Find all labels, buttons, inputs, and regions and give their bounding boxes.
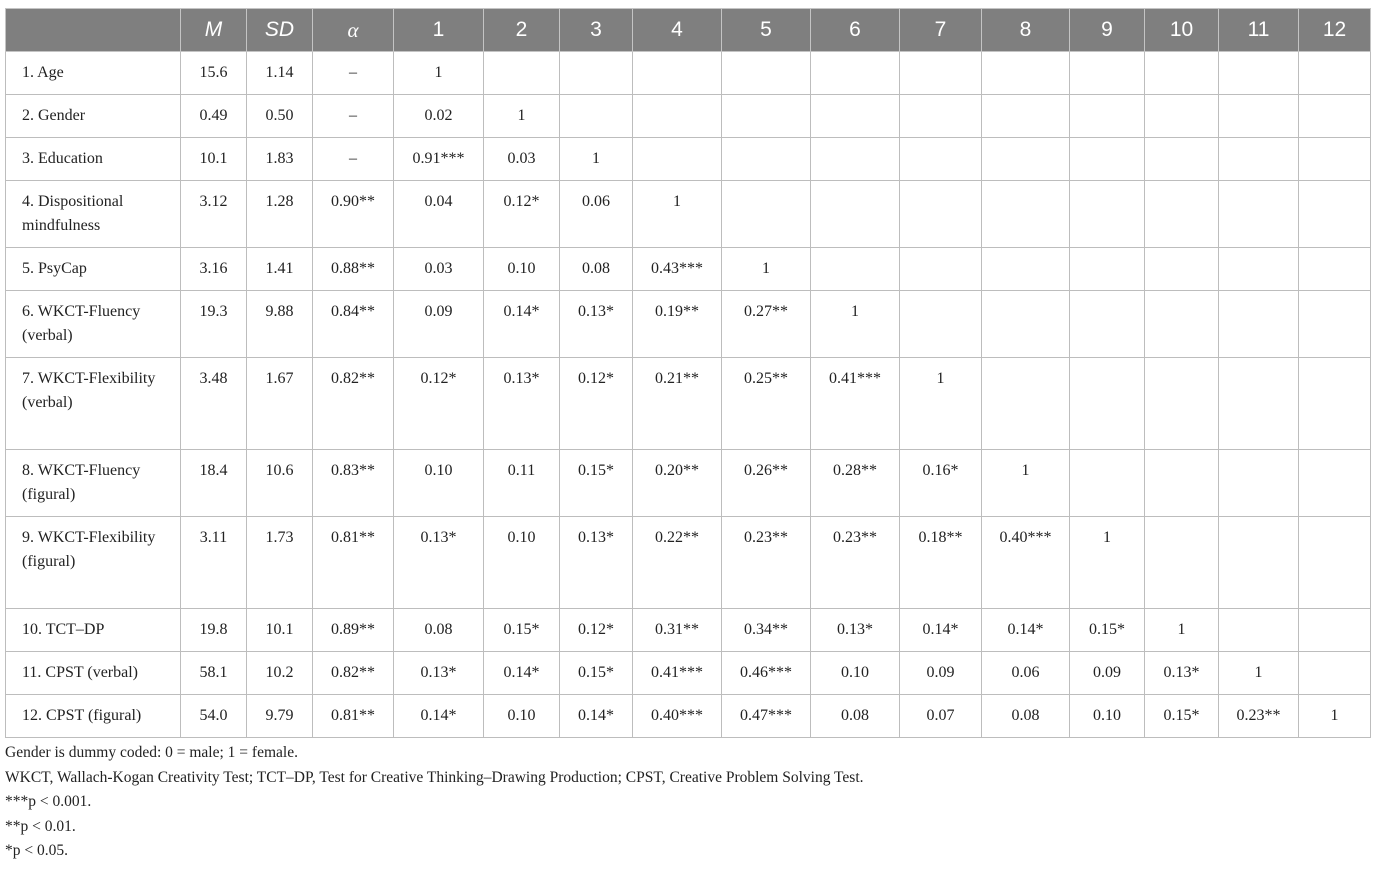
table-cell: 11. CPST (verbal) [6,652,181,695]
table-header-row [6,9,1371,52]
table-cell [1070,95,1145,138]
table-cell [982,181,1070,248]
table-cell: 0.84** [313,291,394,358]
table-row [6,291,1371,358]
table-cell [1070,450,1145,517]
table-cell [1299,517,1371,609]
table-cell: 0.03 [484,138,560,181]
correlation-table [5,8,1371,738]
table-cell: 0.82** [313,358,394,450]
table-cell: 0.40*** [982,517,1070,609]
table-row [6,95,1371,138]
table-cell: 0.10 [484,695,560,738]
table-cell: 1 [900,358,982,450]
table-cell: 0.47*** [722,695,811,738]
table-row [6,609,1371,652]
table-cell [811,181,900,248]
table-cell [1219,517,1299,609]
table-cell: 0.34** [722,609,811,652]
table-cell: 1 [633,181,722,248]
table-cell: 1 [394,52,484,95]
table-cell [811,138,900,181]
table-cell [1145,138,1219,181]
table-cell [1070,358,1145,450]
table-cell: 0.12* [560,609,633,652]
table-cell: 3.11 [181,517,247,609]
table-row [6,52,1371,95]
table-cell [982,248,1070,291]
table-cell: 0.81** [313,517,394,609]
table-cell: 0.41*** [633,652,722,695]
table-cell: 0.22** [633,517,722,609]
table-row [6,181,1371,248]
table-cell: 0.88** [313,248,394,291]
table-cell: – [313,138,394,181]
table-cell: 3.16 [181,248,247,291]
table-cell: 0.14* [394,695,484,738]
table-cell: 0.15* [560,652,633,695]
table-cell [1219,450,1299,517]
table-cell: 0.13* [484,358,560,450]
table-cell [1145,291,1219,358]
table-cell: 1 [1145,609,1219,652]
table-cell [633,52,722,95]
table-cell [900,248,982,291]
table-cell: 0.49 [181,95,247,138]
table-cell: 1.83 [247,138,313,181]
table-cell [722,181,811,248]
table-cell: 0.14* [982,609,1070,652]
table-cell [1070,248,1145,291]
table-cell: 1 [560,138,633,181]
table-cell: 9.88 [247,291,313,358]
table-cell: 0.20** [633,450,722,517]
table-cell: 0.16* [900,450,982,517]
table-cell: – [313,52,394,95]
table-cell: 3.12 [181,181,247,248]
table-cell: 0.23** [811,517,900,609]
table-row [6,695,1371,738]
table-cell [1070,181,1145,248]
table-cell [1219,95,1299,138]
table-cell [1299,248,1371,291]
table-cell [1219,248,1299,291]
table-cell [1299,95,1371,138]
table-cell: 19.3 [181,291,247,358]
header-cell: α [313,9,394,52]
header-cell: 9 [1070,9,1145,52]
header-cell: 12 [1299,9,1371,52]
table-cell: 12. CPST (figural) [6,695,181,738]
table-cell [900,52,982,95]
table-cell: 1 [1070,517,1145,609]
table-cell [982,138,1070,181]
table-cell: 0.10 [484,248,560,291]
table-cell [900,291,982,358]
table-cell [811,95,900,138]
table-cell: 0.09 [394,291,484,358]
header-cell: M [181,9,247,52]
table-cell: 0.26** [722,450,811,517]
table-cell: 0.14* [900,609,982,652]
table-cell [560,52,633,95]
table-cell [1145,181,1219,248]
table-cell [1299,450,1371,517]
table-cell: 3. Education [6,138,181,181]
header-cell: 1 [394,9,484,52]
table-cell: 1 [811,291,900,358]
table-cell: 0.40*** [633,695,722,738]
table-cell: 4. Dispositional mindfulness [6,181,181,248]
header-cell: 3 [560,9,633,52]
table-cell: 3.48 [181,358,247,450]
table-cell: 0.50 [247,95,313,138]
table-cell: 0.10 [484,517,560,609]
table-cell: 0.91*** [394,138,484,181]
table-cell: 1 [982,450,1070,517]
table-cell [1219,52,1299,95]
table-cell: 7. WKCT-Flexibility (verbal) [6,358,181,450]
table-cell [1219,358,1299,450]
table-cell: 0.18** [900,517,982,609]
table-cell: 10. TCT–DP [6,609,181,652]
table-cell: 0.23** [722,517,811,609]
table-cell [1070,138,1145,181]
table-cell: 54.0 [181,695,247,738]
table-row [6,517,1371,609]
table-cell: 0.07 [900,695,982,738]
header-cell: 8 [982,9,1070,52]
table-cell: 0.21** [633,358,722,450]
table-row [6,652,1371,695]
table-cell: 0.12* [484,181,560,248]
table-cell [811,52,900,95]
table-cell [1070,52,1145,95]
table-cell: 58.1 [181,652,247,695]
footnote: **p < 0.01. [5,817,76,835]
table-cell: 0.06 [560,181,633,248]
header-cell: 4 [633,9,722,52]
table-cell: 1 [1299,695,1371,738]
table-cell: 0.02 [394,95,484,138]
table-footnotes [5,741,1370,864]
table-cell [1070,291,1145,358]
table-cell: 0.08 [394,609,484,652]
table-cell: 0.28** [811,450,900,517]
table-cell: 0.90** [313,181,394,248]
table-cell: 1 [1219,652,1299,695]
footnote: Gender is dummy coded: 0 = male; 1 = female. [5,744,298,761]
table-cell: 0.08 [560,248,633,291]
table-cell: 0.11 [484,450,560,517]
table-cell: 0.04 [394,181,484,248]
table-row [6,138,1371,181]
table-cell [1219,291,1299,358]
header-cell: 6 [811,9,900,52]
table-cell: 0.06 [982,652,1070,695]
table-cell: 10.1 [181,138,247,181]
table-row [6,450,1371,517]
table-cell [900,138,982,181]
table-cell [1145,248,1219,291]
table-cell: 0.09 [1070,652,1145,695]
table-cell [560,95,633,138]
table-cell: 2. Gender [6,95,181,138]
table-cell: 15.6 [181,52,247,95]
table-cell: 0.27** [722,291,811,358]
table-cell [722,52,811,95]
table-cell: 5. PsyCap [6,248,181,291]
table-cell: 0.46*** [722,652,811,695]
table-cell [1299,52,1371,95]
table-cell: 0.89** [313,609,394,652]
table-cell [982,52,1070,95]
header-cell: 5 [722,9,811,52]
table-cell: 19.8 [181,609,247,652]
table-cell: 0.83** [313,450,394,517]
table-cell: 10.1 [247,609,313,652]
table-cell: 0.41*** [811,358,900,450]
table-cell: 0.19** [633,291,722,358]
footnote: WKCT, Wallach-Kogan Creativity Test; TCT–DP, Test for Creative Thinking–Drawing Production; CPST, Creative Problem Solving Test. [5,768,864,786]
table-cell: 0.15* [484,609,560,652]
table-cell: 0.08 [811,695,900,738]
table-cell: 9.79 [247,695,313,738]
table-cell: 0.13* [560,517,633,609]
table-cell: 0.15* [1070,609,1145,652]
table-cell: 0.13* [811,609,900,652]
table-cell [1299,181,1371,248]
header-cell: 10 [1145,9,1219,52]
footnote: ***p < 0.001. [5,793,92,810]
table-cell: 0.14* [484,291,560,358]
table-cell: 0.14* [560,695,633,738]
table-cell: 10.6 [247,450,313,517]
table-cell [900,181,982,248]
table-cell [1299,609,1371,652]
table-body [6,52,1371,738]
table-row [6,248,1371,291]
table-cell: 0.03 [394,248,484,291]
table-cell: 1. Age [6,52,181,95]
table-cell: 0.23** [1219,695,1299,738]
table-cell: – [313,95,394,138]
header-cell: 11 [1219,9,1299,52]
table-cell: 0.08 [982,695,1070,738]
table-cell: 0.13* [560,291,633,358]
table-cell: 6. WKCT-Fluency (verbal) [6,291,181,358]
header-cell: 7 [900,9,982,52]
table-cell [1145,95,1219,138]
table-cell: 9. WKCT-Flexibility (figural) [6,517,181,609]
header-cell [6,9,181,52]
table-cell [1145,358,1219,450]
table-cell [982,95,1070,138]
table-cell: 0.13* [394,652,484,695]
table-row [6,358,1371,450]
table-cell: 0.31** [633,609,722,652]
table-cell: 0.12* [560,358,633,450]
table-cell: 1.67 [247,358,313,450]
table-cell: 0.43*** [633,248,722,291]
table-cell [982,291,1070,358]
table-cell: 1 [484,95,560,138]
table-cell [982,358,1070,450]
table-cell: 0.25** [722,358,811,450]
table-cell [1219,181,1299,248]
table-cell: 1.14 [247,52,313,95]
table-cell [811,248,900,291]
table-cell: 0.15* [1145,695,1219,738]
table-cell: 1.41 [247,248,313,291]
table-cell [484,52,560,95]
table-cell: 0.09 [900,652,982,695]
table-cell [1299,138,1371,181]
table-cell [722,138,811,181]
table-cell: 0.14* [484,652,560,695]
table-cell: 18.4 [181,450,247,517]
table-cell: 0.13* [394,517,484,609]
table-cell: 0.10 [1070,695,1145,738]
table-cell [1145,450,1219,517]
table-cell: 1 [722,248,811,291]
table-cell [1299,291,1371,358]
table-cell [1299,652,1371,695]
table-cell [633,138,722,181]
table-cell: 1.28 [247,181,313,248]
table-cell: 0.81** [313,695,394,738]
table-cell [722,95,811,138]
table-cell [1299,358,1371,450]
table-cell [1219,609,1299,652]
table-cell [633,95,722,138]
table-cell: 0.10 [811,652,900,695]
table-cell [900,95,982,138]
table-cell [1219,138,1299,181]
footnote: *p < 0.05. [5,842,68,859]
table-cell: 10.2 [247,652,313,695]
table-cell: 1.73 [247,517,313,609]
table-cell: 0.10 [394,450,484,517]
table-cell: 0.13* [1145,652,1219,695]
table-cell [1145,52,1219,95]
table-cell: 0.15* [560,450,633,517]
table-cell: 8. WKCT-Fluency (figural) [6,450,181,517]
header-cell: 2 [484,9,560,52]
table-cell: 0.82** [313,652,394,695]
table-cell [1145,517,1219,609]
header-cell: SD [247,9,313,52]
correlation-table-figure [5,8,1370,864]
table-cell: 0.12* [394,358,484,450]
